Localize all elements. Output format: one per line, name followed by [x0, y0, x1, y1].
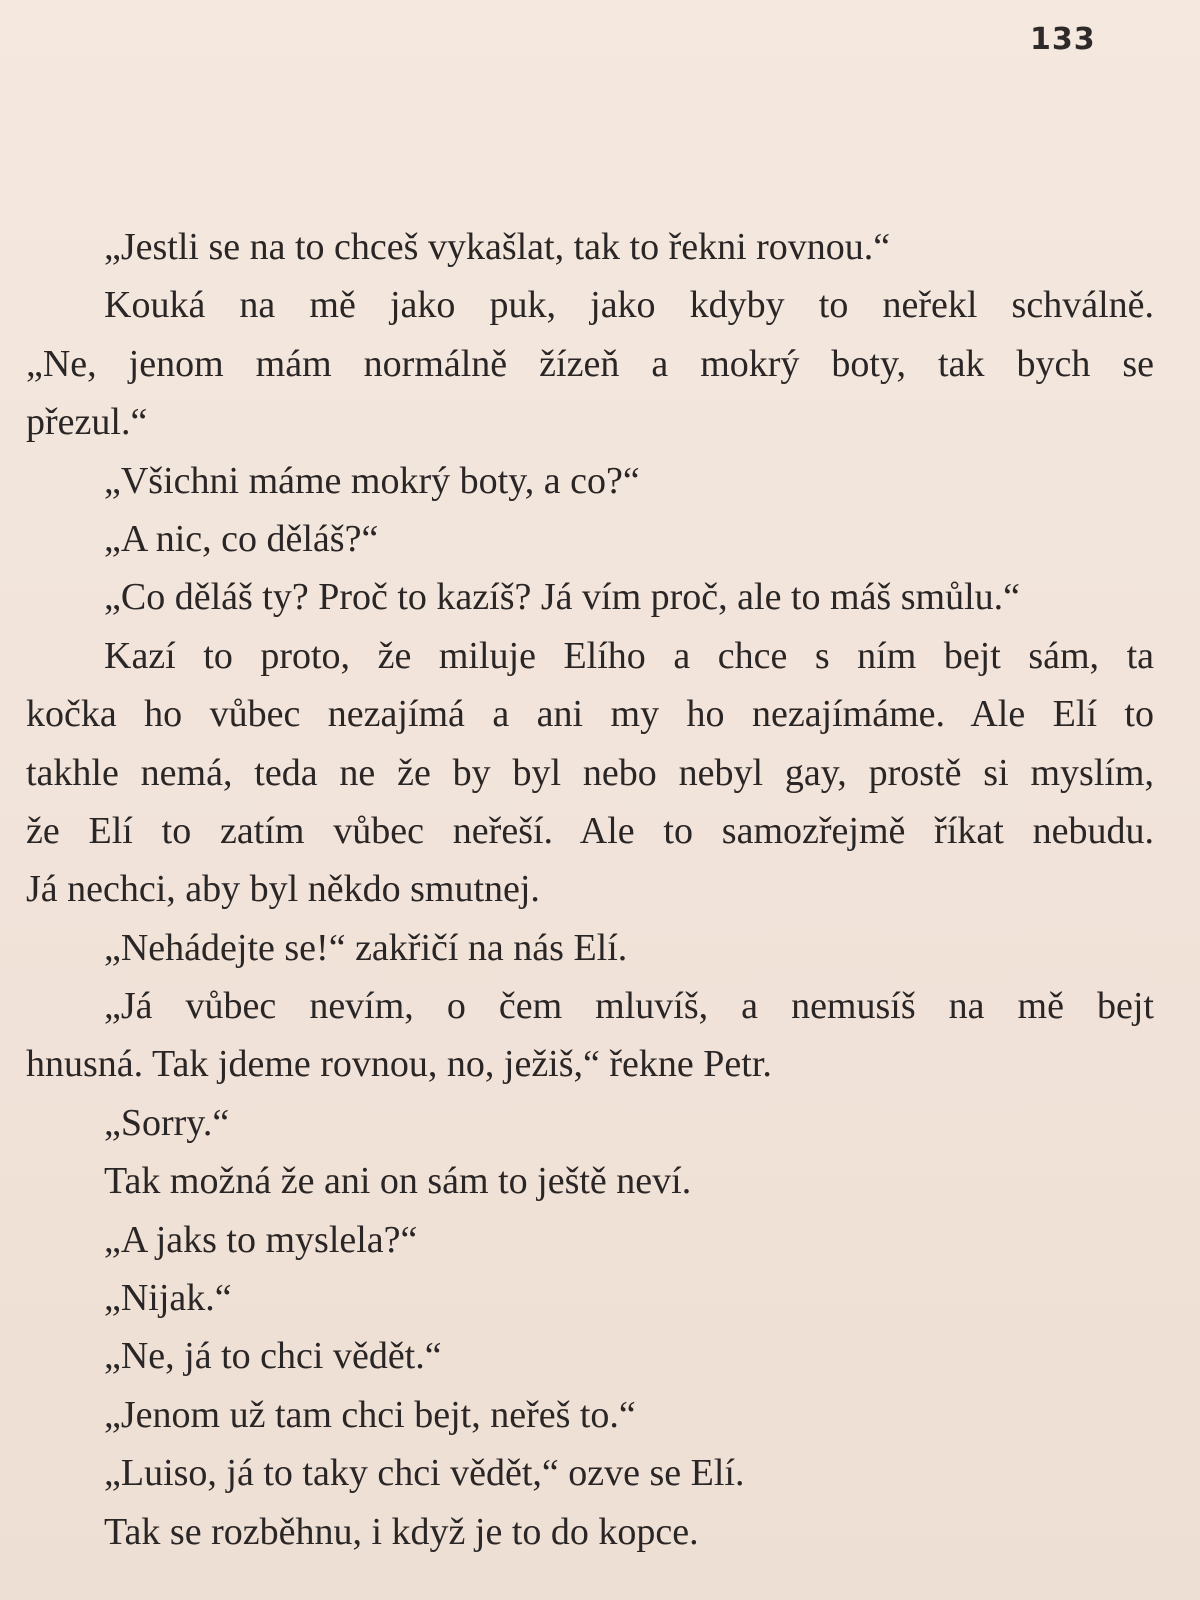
text-line: „Ne, jenom mám normálně žízeň a mokrý boty, tak bych se [26, 342, 1154, 385]
text-line: „Jestli se na to chceš vykašlat, tak to řekni rovnou.“ [104, 226, 891, 268]
text-line: „Všichni máme mokrý boty, a co?“ [104, 459, 640, 502]
text-line: „Nehádejte se!“ zakřičí na nás Elí. [104, 926, 628, 969]
text-line: „Já vůbec nevím, o čem mluvíš, a nemusíš na mě bejt [104, 985, 1154, 1028]
text-line: Kouká na mě jako puk, jako kdyby to neřekl schválně. [104, 284, 1154, 327]
text-line: „Jenom už tam chci bejt, neřeš to.“ [104, 1393, 636, 1436]
text-line: „Luiso, já to taky chci vědět,“ ozve se Elí. [104, 1452, 745, 1495]
text-line: hnusná. Tak jdeme rovnou, no, ježiš,“ řekne Petr. [26, 1043, 772, 1086]
text-line: „Nijak.“ [104, 1277, 232, 1320]
text-line: kočka ho vůbec nezajímá a ani my ho nezajímáme. Ale Elí to [26, 693, 1154, 736]
text-line: „Sorry.“ [104, 1101, 230, 1144]
text-line: „Ne, já to chci vědět.“ [104, 1335, 442, 1378]
text-line: přezul.“ [26, 401, 148, 444]
body-text [26, 218, 1154, 1561]
text-line: že Elí to zatím vůbec neřeší. Ale to samozřejmě říkat nebudu. [26, 809, 1154, 852]
text-line: „Co děláš ty? Proč to kazíš? Já vím proč, ale to máš smůlu.“ [104, 576, 1020, 619]
page-number: 133 [1030, 22, 1096, 57]
text-line: „A nic, co děláš?“ [104, 517, 379, 560]
text-line: Kazí to proto, že miluje Elího a chce s ním bejt sám, ta [104, 634, 1154, 677]
text-line: „A jaks to myslela?“ [104, 1218, 418, 1261]
text-line: Tak možná že ani on sám to ještě neví. [104, 1160, 692, 1203]
text-line: Já nechci, aby byl někdo smutnej. [26, 868, 540, 911]
text-line: Tak se rozběhnu, i když je to do kopce. [104, 1510, 699, 1553]
text-line: takhle nemá, teda ne že by byl nebo nebyl gay, prostě si myslím, [26, 751, 1154, 794]
